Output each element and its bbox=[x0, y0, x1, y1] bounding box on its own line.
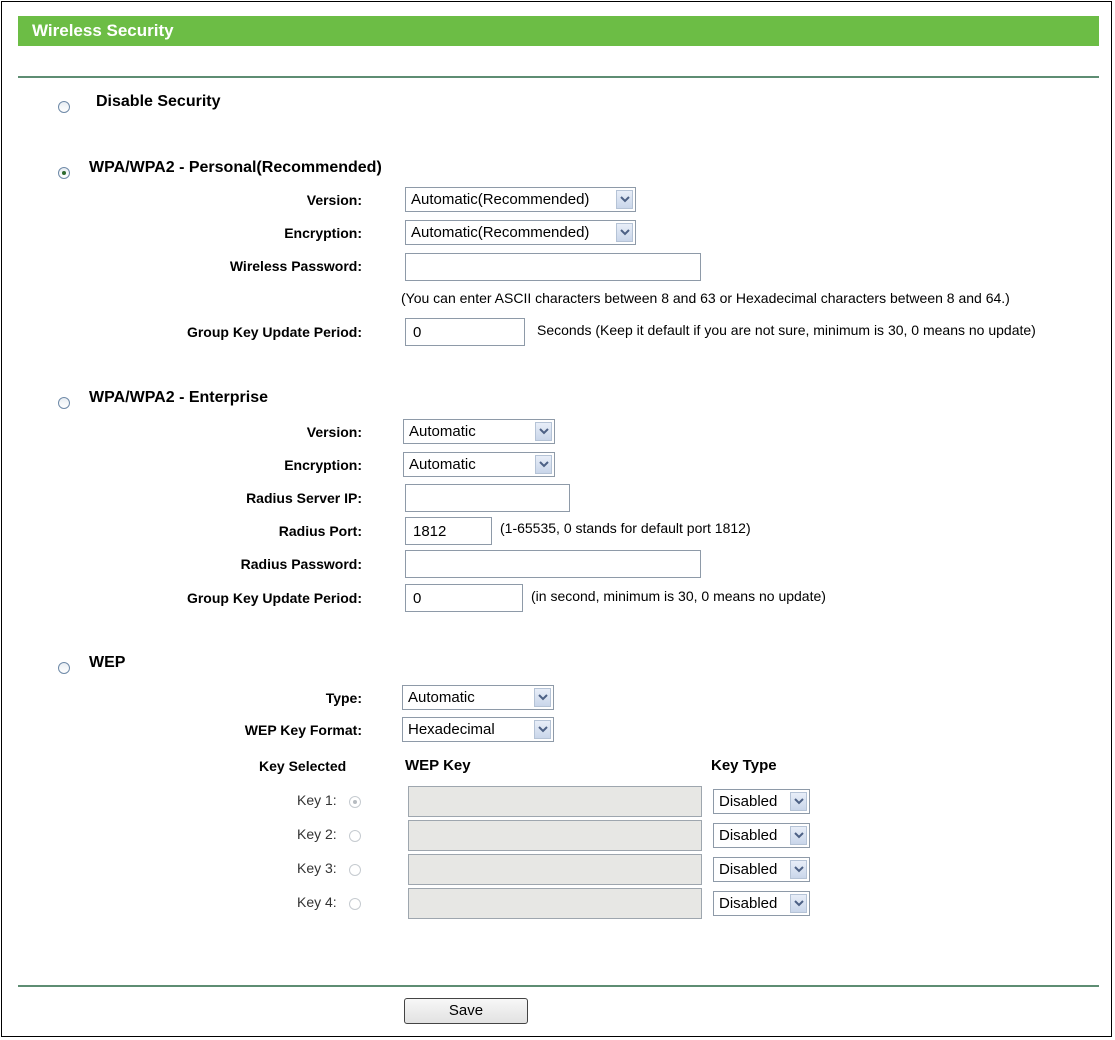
personal-encryption-value: Automatic(Recommended) bbox=[411, 224, 590, 241]
key-1-radio[interactable] bbox=[349, 796, 361, 808]
chevron-down-icon bbox=[616, 223, 633, 242]
wireless-password-label: Wireless Password: bbox=[229, 258, 362, 274]
radius-server-ip-label: Radius Server IP: bbox=[246, 490, 362, 506]
wep-type-value: Automatic bbox=[408, 689, 475, 706]
key-2-radio[interactable] bbox=[349, 830, 361, 842]
wpa-enterprise-radio[interactable] bbox=[58, 397, 70, 409]
key-2-label: Key 2: bbox=[297, 826, 337, 842]
radius-server-ip-input[interactable] bbox=[405, 484, 570, 512]
key-1-input[interactable] bbox=[408, 786, 702, 817]
divider-bottom bbox=[18, 985, 1099, 987]
chevron-down-icon bbox=[535, 455, 552, 474]
enterprise-encryption-value: Automatic bbox=[409, 456, 476, 473]
key-4-type-select[interactable] bbox=[713, 891, 810, 916]
key-3-radio[interactable] bbox=[349, 864, 361, 876]
wpa-enterprise-label: WPA/WPA2 - Enterprise bbox=[89, 389, 268, 406]
personal-group-key-input[interactable] bbox=[405, 318, 525, 346]
key-1-label: Key 1: bbox=[297, 792, 337, 808]
key-1-type-value: Disabled bbox=[719, 793, 778, 810]
personal-group-key-label: Group Key Update Period: bbox=[186, 324, 362, 340]
radius-port-label: Radius Port: bbox=[278, 523, 362, 539]
personal-group-key-value: 0 bbox=[413, 324, 422, 341]
wep-key-format-select[interactable] bbox=[402, 717, 554, 742]
save-button[interactable]: Save bbox=[404, 998, 528, 1024]
key-3-type-value: Disabled bbox=[719, 861, 778, 878]
wep-label: WEP bbox=[89, 654, 126, 671]
page-title: Wireless Security bbox=[32, 21, 174, 40]
wep-type-select[interactable] bbox=[402, 685, 554, 710]
personal-group-key-hint: Seconds (Keep it default if you are not sure, minimum is 30, 0 means no update) bbox=[537, 322, 1036, 338]
personal-version-select[interactable] bbox=[405, 187, 636, 212]
radius-password-label: Radius Password: bbox=[240, 556, 362, 572]
key-2-input[interactable] bbox=[408, 820, 702, 851]
disable-security-label: Disable Security bbox=[96, 93, 221, 110]
personal-encryption-select[interactable] bbox=[405, 220, 636, 245]
radius-port-value: 1812 bbox=[413, 523, 447, 540]
chevron-down-icon bbox=[790, 792, 807, 811]
chevron-down-icon bbox=[790, 826, 807, 845]
key-4-radio[interactable] bbox=[349, 898, 361, 910]
enterprise-group-key-input[interactable] bbox=[405, 584, 523, 612]
key-4-type-value: Disabled bbox=[719, 895, 778, 912]
key-2-type-select[interactable] bbox=[713, 823, 810, 848]
radius-port-input[interactable] bbox=[405, 517, 492, 545]
wireless-password-input[interactable] bbox=[405, 253, 701, 281]
wep-radio[interactable] bbox=[58, 662, 70, 674]
enterprise-encryption-label: Encryption: bbox=[284, 457, 362, 473]
divider-top bbox=[18, 76, 1099, 78]
enterprise-group-key-label: Group Key Update Period: bbox=[186, 590, 362, 606]
enterprise-encryption-select[interactable] bbox=[403, 452, 555, 477]
key-3-label: Key 3: bbox=[297, 860, 337, 876]
chevron-down-icon bbox=[790, 860, 807, 879]
key-3-type-select[interactable] bbox=[713, 857, 810, 882]
personal-version-label: Version: bbox=[306, 192, 362, 208]
key-4-input[interactable] bbox=[408, 888, 702, 919]
wpa-personal-label: WPA/WPA2 - Personal(Recommended) bbox=[89, 159, 382, 176]
chevron-down-icon bbox=[535, 422, 552, 441]
enterprise-version-label: Version: bbox=[306, 424, 362, 440]
chevron-down-icon bbox=[790, 894, 807, 913]
chevron-down-icon bbox=[534, 720, 551, 739]
radius-password-input[interactable] bbox=[405, 550, 701, 578]
enterprise-version-select[interactable] bbox=[403, 419, 555, 444]
wep-key-format-value: Hexadecimal bbox=[408, 721, 495, 738]
personal-encryption-label: Encryption: bbox=[284, 225, 362, 241]
enterprise-group-key-value: 0 bbox=[413, 590, 422, 607]
section-header bbox=[18, 16, 1099, 46]
chevron-down-icon bbox=[616, 190, 633, 209]
key-1-type-select[interactable] bbox=[713, 789, 810, 814]
key-4-label: Key 4: bbox=[297, 894, 337, 910]
wep-key-format-label: WEP Key Format: bbox=[244, 722, 362, 738]
enterprise-group-key-hint: (in second, minimum is 30, 0 means no update) bbox=[531, 588, 826, 604]
wpa-personal-radio[interactable] bbox=[58, 167, 70, 179]
col-wep-key: WEP Key bbox=[405, 757, 471, 774]
col-key-type: Key Type bbox=[711, 757, 777, 774]
chevron-down-icon bbox=[534, 688, 551, 707]
radius-port-hint: (1-65535, 0 stands for default port 1812) bbox=[500, 520, 751, 536]
key-3-input[interactable] bbox=[408, 854, 702, 885]
personal-version-value: Automatic(Recommended) bbox=[411, 191, 590, 208]
enterprise-version-value: Automatic bbox=[409, 423, 476, 440]
wep-type-label: Type: bbox=[325, 690, 362, 706]
col-key-selected: Key Selected bbox=[259, 758, 347, 774]
disable-security-radio[interactable] bbox=[58, 101, 70, 113]
password-hint: (You can enter ASCII characters between 8 and 63 or Hexadecimal characters between 8 and 64.) bbox=[401, 290, 1010, 306]
key-2-type-value: Disabled bbox=[719, 827, 778, 844]
